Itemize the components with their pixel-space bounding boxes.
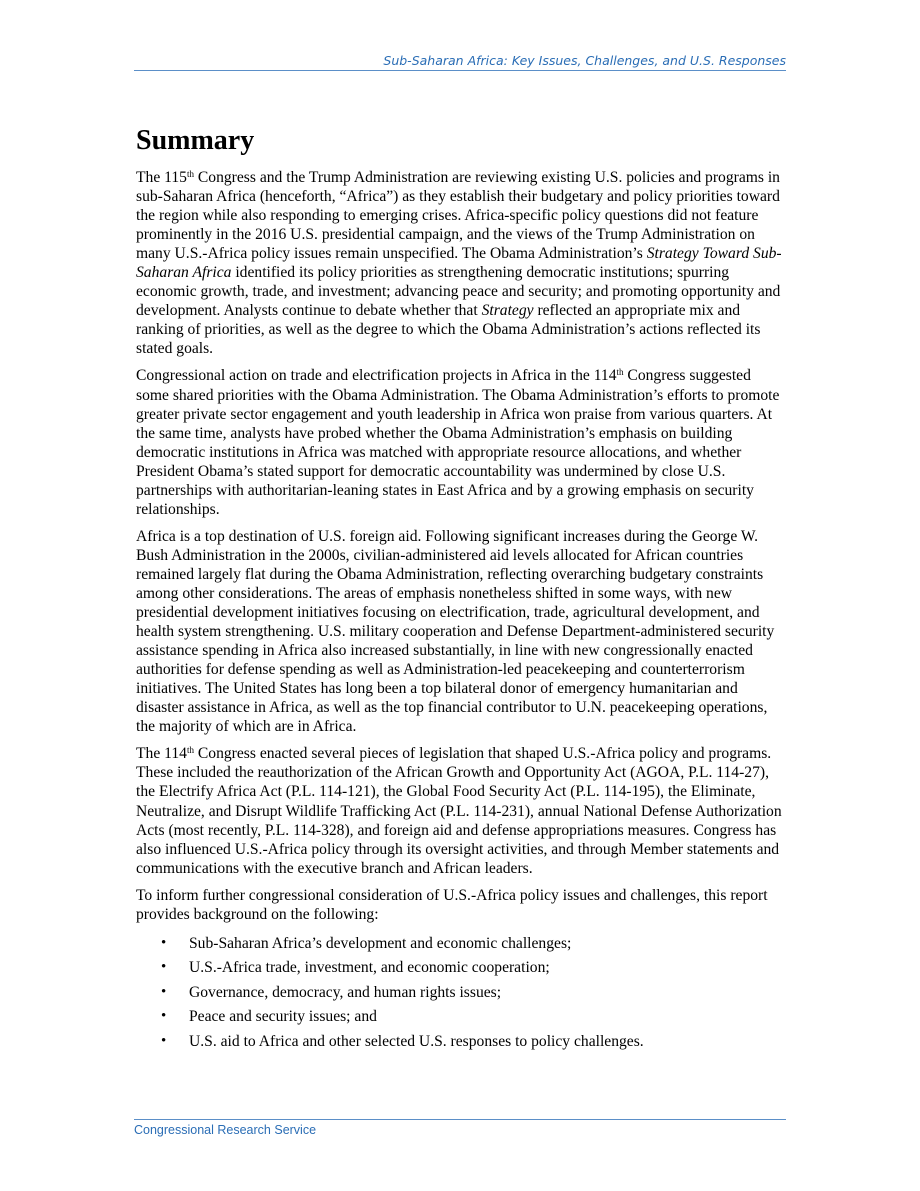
paragraph-1 <box>136 168 786 358</box>
list-item-text: Governance, democracy, and human rights issues; <box>189 983 502 1001</box>
paragraph-1-text-b: Congress and the Trump Administration are reviewing existing U.S. policies and programs in sub-Saharan Africa (henceforth, “Africa”) as they establish their budgetary and policy priorities toward the region while also responding to emerging crises. Africa-specific policy questions did not feature prominently in the 2016 U.S. presidential campaign, and the views of the Trump Administration on many U.S.-Africa policy issues remain unspecified. The Obama Administration’s <box>136 169 780 263</box>
topics-list <box>136 934 786 1051</box>
list-item-text: U.S. aid to Africa and other selected U.S. responses to policy challenges. <box>189 1032 644 1050</box>
list-item <box>136 983 786 1002</box>
list-item <box>136 958 786 977</box>
running-footer <box>134 1119 786 1137</box>
paragraph-5: To inform further congressional consideration of U.S.-Africa policy issues and challenges, this report provides background on the following: <box>136 886 768 923</box>
paragraph-4-text-a: The 114 <box>136 745 187 763</box>
paragraph-1-text-a: The 115 <box>136 169 187 186</box>
bullet-icon: • <box>161 1032 167 1049</box>
ordinal-suffix: th <box>616 367 624 378</box>
list-item <box>136 1032 786 1051</box>
running-header-title: Sub-Saharan Africa: Key Issues, Challenges, and U.S. Responses <box>383 53 786 68</box>
strategy-italic: Strategy <box>481 302 534 320</box>
bullet-icon: • <box>161 983 167 1000</box>
ordinal-suffix: th <box>186 169 194 179</box>
list-item <box>136 934 786 953</box>
strategy-title-italic: Strategy Toward Sub-Saharan Africa <box>136 245 782 282</box>
section-heading: Summary <box>136 125 255 156</box>
list-item-text: Peace and security issues; and <box>189 1008 377 1026</box>
list-item-text: U.S.-Africa trade, investment, and economic cooperation; <box>189 959 550 977</box>
paragraph-2 <box>136 366 786 518</box>
paragraph-4 <box>136 744 786 877</box>
footer-text: Congressional Research Service <box>134 1123 317 1137</box>
bullet-icon: • <box>161 934 167 951</box>
bullet-icon: • <box>161 1008 167 1025</box>
paragraph-4-text-b: Congress enacted several pieces of legislation that shaped U.S.-Africa policy and programs. These included the reauthorization of the African Growth and Opportunity Act (AGOA, P.L. 114-27), the Electrify Africa Act (P.L. 114-121), the Global Food Security Act (P.L. 114-195), the Eliminate, Neutralize, and Disrupt Wildlife Trafficking Act (P.L. 114-231), annual National Defense Authorization Acts (most recently, P.L. 114-328), and foreign aid and defense appropriations measures. Congress has also influenced U.S.-Africa policy through its oversight activities, and through Member statements and communications with the executive branch and African leaders. <box>136 745 782 877</box>
paragraph-3: Africa is a top destination of U.S. foreign aid. Following significant increases during the George W. Bush Administration in the 2000s, civilian-administered aid levels allocated for African countries remained largely flat during the Obama Administration, reflecting overarching budgetary constraints among other considerations. The areas of emphasis nonetheless shifted in some ways, with new presidential development initiatives focusing on electrification, trade, agricultural development, and health system strengthening. U.S. military cooperation and Defense Department-administered security assistance spending in Africa also increased substantially, in line with new congressionally enacted authorities for defense spending as well as Administration-led peacekeeping and counterterrorism initiatives. The United States has long been a top bilateral donor of emergency humanitarian and disaster assistance in Africa, as well as the top financial contributor to U.N. peacekeeping operations, the majority of which are in Africa. <box>136 527 775 736</box>
paragraph-1-text-f: reflected an appropriate mix and ranking of priorities, as well as the degree to which the Obama Administration’s actions reflected its stated goals. <box>136 302 761 358</box>
paragraph-2-text-b: Congress suggested some shared priorities with the Obama Administration. The Obama Administration’s efforts to promote greater private sector engagement and youth leadership in Africa won praise from various quarters. At the same time, analysts have probed whether the Obama Administration’s emphasis on building democratic institutions in Africa was matched with appropriate resource allocations, and whether President Obama’s stated support for democratic accountability was undermined by close U.S. partnerships with authoritarian-leaning states in East Africa and by a growing emphasis on security relationships. <box>136 367 780 518</box>
list-item-text: Sub-Saharan Africa’s development and economic challenges; <box>189 934 572 952</box>
ordinal-suffix: th <box>186 745 194 756</box>
main-content <box>136 124 786 1056</box>
paragraph-2-text-a: Congressional action on trade and electrification projects in Africa in the 114 <box>136 367 617 385</box>
bullet-icon: • <box>161 959 167 976</box>
paragraph-1-text-d: identified its policy priorities as strengthening democratic institutions; spurring economic growth, trade, and investment; advancing peace and security; and promoting opportunity and development. Analysts continue to debate whether that <box>136 264 781 320</box>
list-item <box>136 1007 786 1026</box>
running-header <box>134 53 786 71</box>
